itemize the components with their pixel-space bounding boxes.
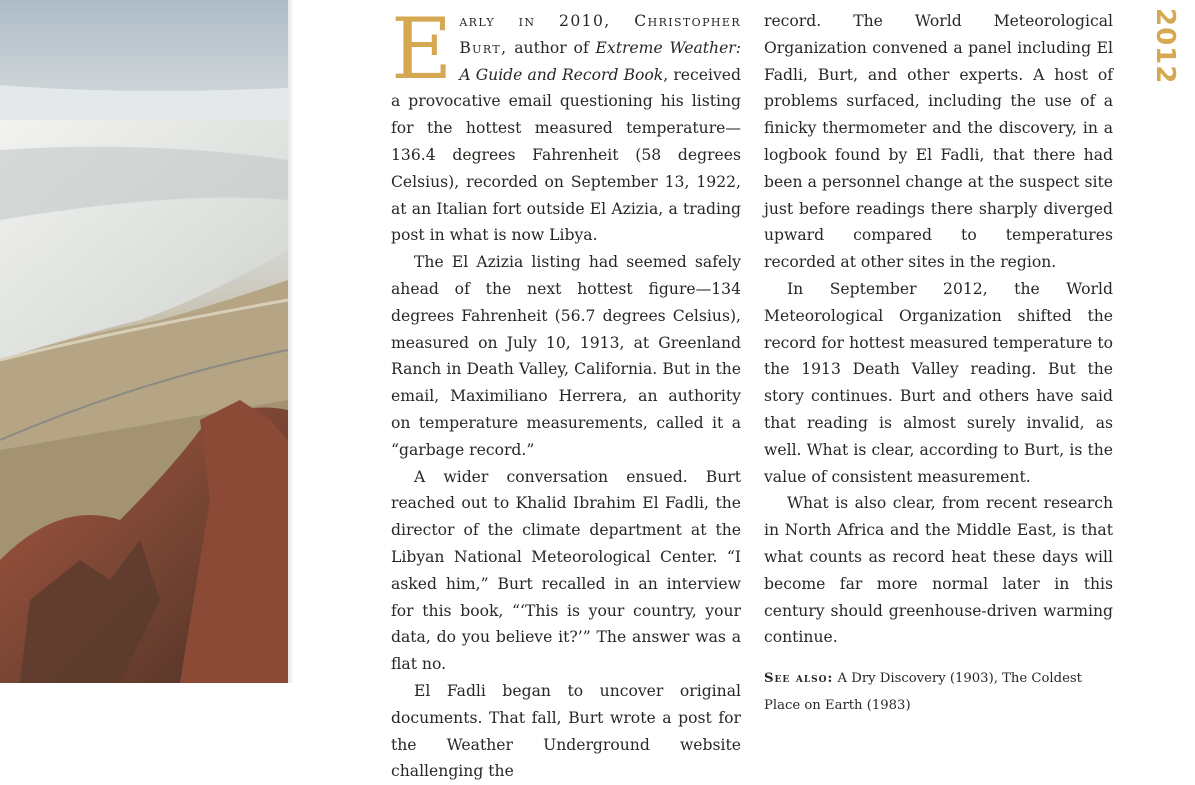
see-also-text: A Dry Discovery (1903), The Coldest Place on Earth (1983)	[764, 671, 1082, 714]
paragraph-2: The El Azizia listing had seemed safely ahead of the next hottest figure—134 degrees Fahrenheit (56.7 degrees Celsius), measured on July 10, 1913, at Greenland Ranch in Death Valley, California. But in the email, Maximiliano Herrera, an authority on temperature measurements, called it a “garbage record.”	[391, 253, 741, 459]
death-valley-photo	[0, 0, 288, 683]
paragraph-3: A wider conversation ensued. Burt reached out to Khalid Ibrahim El Fadli, the director of the climate department at the Libyan National Meteorological Center. “I asked him,” Burt recalled in an interview for this book, “‘This is your country, your data, do you believe it?’” The answer was a flat no.	[391, 467, 741, 674]
paragraph-4: El Fadli began to uncover original documents. That fall, Burt wrote a post for the Weather Underground website challenging the	[391, 681, 741, 781]
drop-cap: E	[391, 0, 453, 98]
text-column-left	[391, 0, 742, 785]
text-column-right	[764, 8, 1113, 719]
opening-small-caps: arly in 2010, Christopher Burt,	[459, 12, 741, 57]
year-heading: 2012	[1150, 8, 1180, 85]
see-also	[764, 665, 1113, 719]
see-also-label: See also:	[764, 671, 834, 687]
paragraph-1-text-a: author of	[507, 38, 596, 57]
paragraph-6: What is also clear, from recent research in North Africa and the Middle East, is that what counts as record heat these days will become far more normal later in this century should greenhouse-driven warming continue.	[764, 494, 1113, 647]
paragraph-1-text-b: , received a provocative email questioning his listing for the hottest measured temperature—136.4 degrees Fahrenheit (58 degrees Celsius), recorded on September 13, 1922, at an Italian fort outside El Azizia, a trading post in what is now Libya.	[391, 65, 741, 245]
page-gutter	[288, 0, 294, 683]
book-title: Extreme Weather: A Guide and Record Book	[459, 38, 742, 84]
paragraph-5: In September 2012, the World Meteorological Organization shifted the record for hottest measured temperature to the 1913 Death Valley reading. But the story continues. Burt and others have said that reading is almost surely invalid, as well. What is clear, according to Burt, is the value of consistent measurement.	[764, 279, 1113, 486]
paragraph-4-continued: record. The World Meteorological Organization convened a panel including El Fadli, Burt, and other experts. A host of problems surfaced, including the use of a finicky thermometer and the discovery, in a logbook found by El Fadli, that there had been a personnel change at the suspect site just before readings there sharply diverged upward compared to temperatures recorded at other sites in the region.	[764, 12, 1113, 272]
landscape-illustration	[0, 0, 288, 683]
paragraph-1	[391, 0, 742, 249]
